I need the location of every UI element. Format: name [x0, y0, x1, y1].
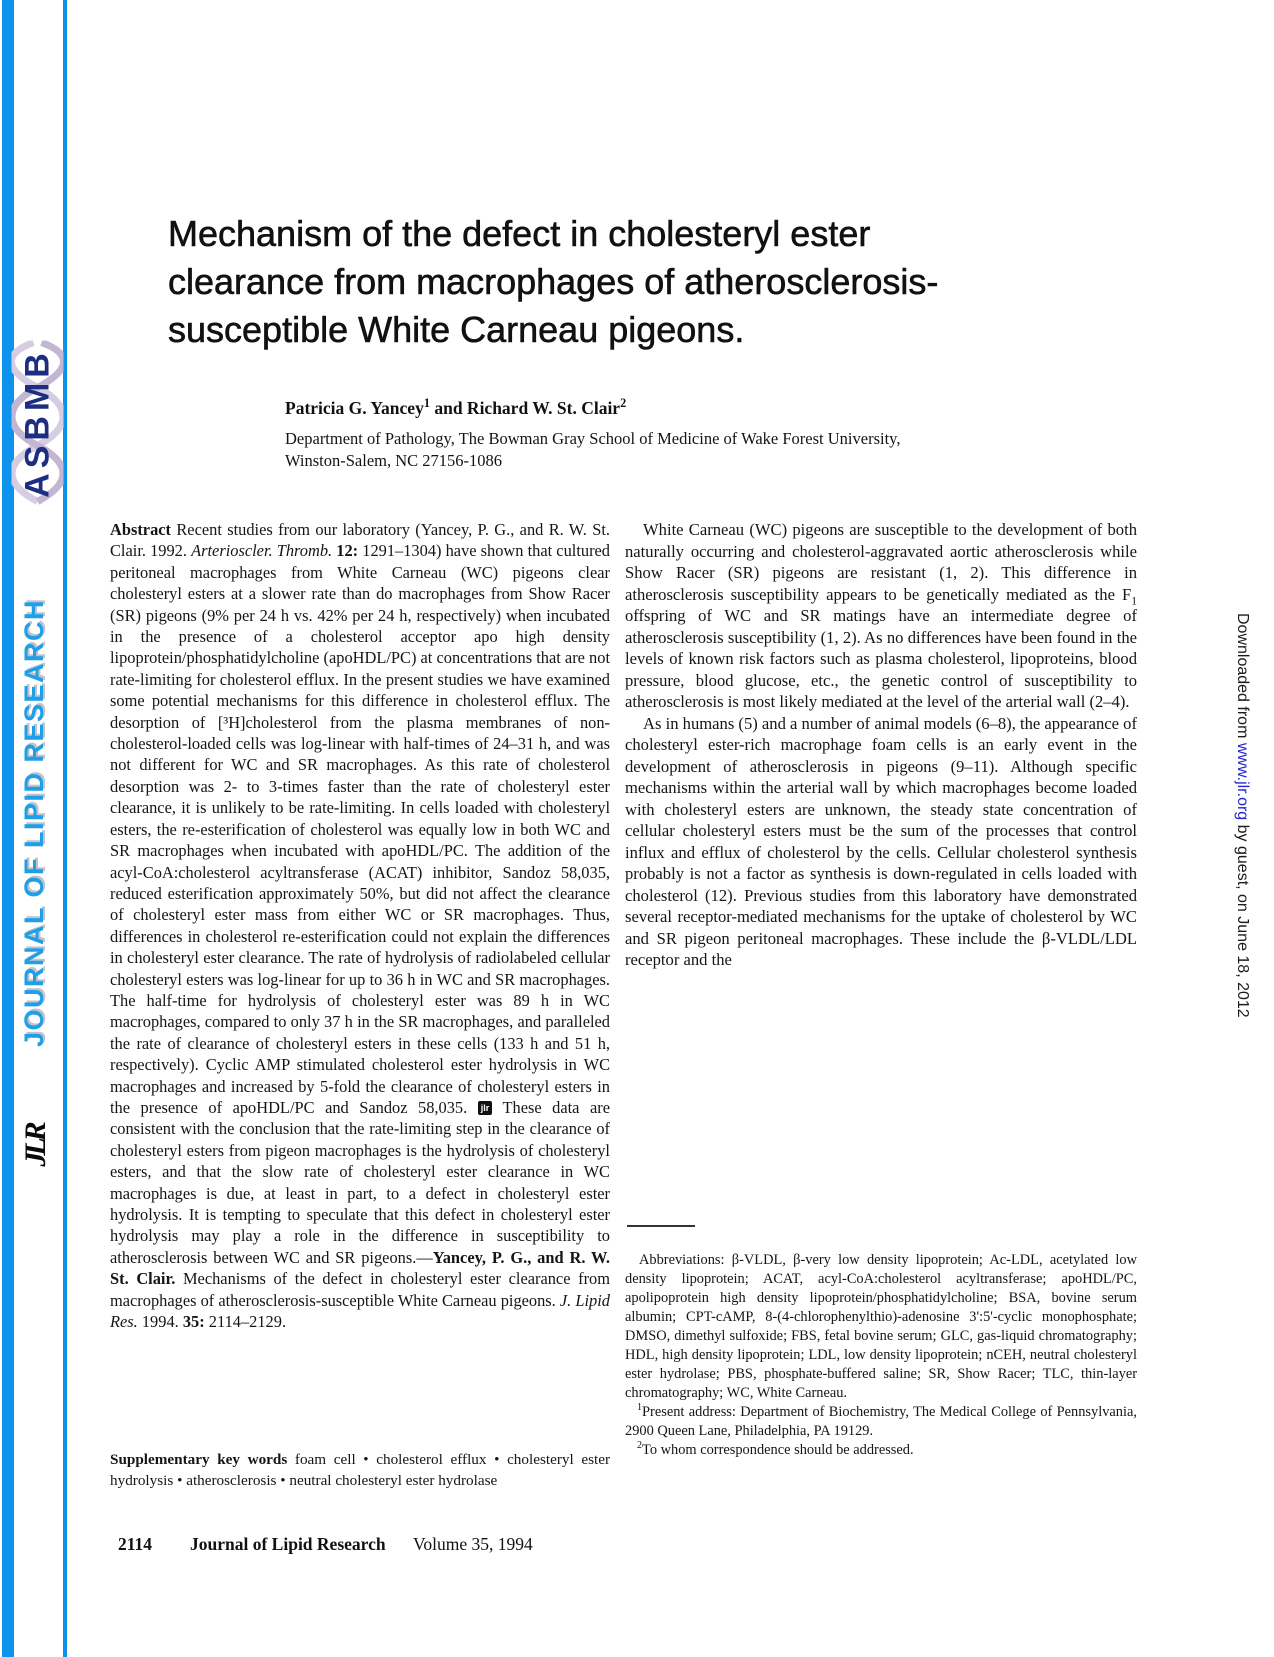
author-1-footnote-mark: 1	[423, 396, 430, 411]
jlr-end-marker-icon: jlr	[478, 1101, 493, 1115]
footnote-rule	[627, 1225, 695, 1227]
watermark-prefix: Downloaded from	[1234, 613, 1251, 743]
affiliation	[285, 428, 900, 472]
journal-title-vertical: JOURNAL OF LIPID RESEARCH	[19, 598, 49, 1047]
footer-volume: Volume 35, 1994	[413, 1534, 533, 1554]
supplementary-keywords	[110, 1450, 610, 1491]
abstract-text-5: 1994.	[137, 1312, 183, 1332]
paper-title-line-2: clearance from macrophages of atherosclerosis-	[168, 261, 939, 302]
footnote-2-text: To whom correspondence should be addressed.	[642, 1442, 914, 1458]
body-column	[625, 519, 1137, 971]
watermark-suffix: by guest, on June 18, 2012	[1234, 820, 1251, 1018]
abstract-text-1: Recent studies from our laboratory (Yancey, P. G., and R. W. St. Clair. 1992.	[110, 520, 610, 561]
footnote-2	[625, 1441, 1137, 1460]
author-2: and Richard W. St. Clair	[429, 398, 621, 418]
abstract-column	[110, 519, 610, 1332]
abstract-text-3: These data are consistent with the conclusion that the rate-limiting step in the clearance of cholesteryl esters from pigeon macrophages is the hydrolysis of cholesteryl esters, and that the slow rate of cholesteryl ester clearance in WC macrophages is due, at least in part, to a defect in cholesteryl ester hydrolysis. It is tempting to speculate that this defect in cholesteryl ester hydrolysis may play a role in the difference in susceptibility to atherosclerosis between WC and SR pigeons.—	[110, 1097, 610, 1267]
footnote-1-text: Present address: Department of Biochemistry, The Medical College of Pennsylvania, 2900 Queen Lane, Philadelphia, PA 19129.	[625, 1404, 1137, 1439]
sidebar-divider-line	[63, 0, 67, 1657]
body-paragraph-2: As in humans (5) and a number of animal models (6–8), the appearance of cholesteryl ester-rich macrophage foam cells is an early event in the development of atherosclerosis in pigeons (9–11). Although specific mechanisms within the arterial wall by which macrophages become loaded with cholesteryl esters are unknown, the steady state concentration of cellular cholesteryl esters must be the sum of the processes that control influx and efflux of cholesterol by the cells. Cellular cholesterol synthesis probably is not a factor as synthesis is down-regulated in cells loaded with cholesterol (12). Previous studies from this laboratory have demonstrated several receptor-mediated mechanisms for the uptake of cholesterol by WC and SR pigeon peritoneal macrophages. These include the β-VLDL/LDL receptor and the	[625, 713, 1137, 969]
abstract-text-2: 1291–1304) have shown that cultured peritoneal macrophages from White Carneau (WC) pigeons clear cholesteryl esters at a slower rate than do macrophages from Show Racer (SR) pigeons (9% per 24 h vs. 42% per 24 h, respectively) when incubated in the presence of a cholesterol acceptor apo high density lipoprotein/phosphatidylcholine (apoHDL/PC) at concentrations that are not rate-limiting for cholesterol efflux. In the present studies we have examined some potential mechanisms for this difference in cholesterol efflux. The desorption of [³H]cholesterol from the plasma membranes of non-cholesterol-loaded cells was log-linear with half-times of 24–31 h, and was not different for WC and SR macrophages. As this rate of cholesterol desorption was 2- to 3-times faster than the rate of cholesteryl ester clearance, it is unlikely to be rate-limiting. In cells loaded with cholesteryl esters, the re-esterification of cholesterol was equally low in both WC and SR macrophages when incubated with apoHDL/PC. The addition of the acyl-CoA:cholesterol acyltransferase (ACAT) inhibitor, Sandoz 58,035, reduced esterification approximately 50%, but did not affect the clearance of cholesteryl ester mass from either WC or SR macrophages. Thus, differences in cholesterol re-esterification could not explain the differences in cholesteryl ester clearance. The rate of hydrolysis of radiolabeled cellular cholesteryl esters was log-linear for up to 36 h in WC and SR macrophages. The half-time for hydrolysis of cholesteryl ester was 89 h in WC macrophages, compared to only 37 h in the SR macrophages, and paralleled the rate of clearance of cholesteryl esters in these cells (133 h and 51 h, respectively). Cyclic AMP stimulated cholesterol ester hydrolysis in WC macrophages and increased by 5-fold the clearance of cholesteryl esters in the presence of apoHDL/PC and Sandoz 58,035.	[110, 541, 610, 1117]
paper-title	[168, 210, 1068, 354]
abstract-self-citation-volume: 35:	[182, 1312, 205, 1332]
abstract-citation-journal: Arterioscler. Thromb.	[191, 541, 333, 561]
footnote-block	[625, 1225, 1137, 1460]
affiliation-line-2: Winston-Salem, NC 27156-1086	[285, 451, 503, 470]
watermark-url-link[interactable]: www.jlr.org	[1234, 742, 1251, 821]
keywords-label: Supplementary key words	[110, 1451, 288, 1468]
footnote-1	[625, 1403, 1137, 1441]
abstract-self-citation-journal: J. Lipid Res.	[110, 1290, 610, 1332]
paper-title-line-3: susceptible White Carneau pigeons.	[168, 309, 745, 350]
download-watermark	[1229, 613, 1251, 1073]
sidebar-accent-bar	[2, 0, 14, 1657]
paper-title-line-1: Mechanism of the defect in cholesteryl ester	[168, 213, 871, 254]
body-paragraph-1	[625, 519, 1137, 713]
abbreviations-paragraph: Abbreviations: β-VLDL, β-very low density lipoprotein; Ac-LDL, acetylated low density lipoprotein; ACAT, acyl-CoA:cholesterol acyltransferase; apoHDL/PC, apolipoprotein high density lipoprotein/phosphatidylcholine; BSA, bovine serum albumin; CPT-cAMP, 8-(4-chlorophenylthio)-adenosine 3':5'-cyclic monophosphate; DMSO, dimethyl sulfoxide; FBS, fetal bovine serum; GLC, gas-liquid chromatography; HDL, high density lipoprotein; LDL, low density lipoprotein; nCEH, neutral cholesteryl ester hydrolase; PBS, phosphate-buffered saline; SR, Show Racer; TLC, thin-layer chromatography; WC, White Carneau.	[625, 1252, 1137, 1401]
author-list	[285, 398, 626, 419]
page-number: 2114	[118, 1534, 153, 1554]
body-p1-text-b: offspring of WC and SR matings have an intermediate degree of atherosclerosis susceptibility (1, 2). As no differences have been found in the levels of known risk factors such as plasma cholesterol, lipoproteins, blood pressure, blood glucose, etc., the genetic control of susceptibility to atherosclerosis is most likely mediated at the level of the arterial wall (2–4).	[625, 606, 1137, 711]
abstract-text-6: 2114–2129.	[204, 1312, 287, 1332]
footnote-2-mark: 2	[637, 1440, 643, 1452]
keywords-list: foam cell • cholesterol efflux • cholesteryl ester hydrolysis • atherosclerosis • neutral cholesteryl ester hydrolase	[110, 1451, 610, 1489]
footer-journal-name: Journal of Lipid Research	[190, 1534, 386, 1554]
asbmb-logo-text: ASBMB	[18, 348, 56, 498]
footnote-1-mark: 1	[637, 1402, 643, 1414]
abstract-self-citation-authors: Yancey, P. G., and R. W. St. Clair.	[110, 1247, 610, 1289]
abstract-label: Abstract	[110, 520, 171, 539]
body-p1-subscript: 1	[1131, 593, 1137, 607]
affiliation-line-1: Department of Pathology, The Bowman Gray School of Medicine of Wake Forest University,	[285, 429, 901, 448]
author-1: Patricia G. Yancey	[285, 398, 424, 418]
author-2-footnote-mark: 2	[620, 396, 627, 411]
jlr-logo-icon: JLR	[19, 1125, 52, 1167]
asbmb-logo	[12, 341, 64, 506]
body-p1-text-a: White Carneau (WC) pigeons are susceptible to the development of both naturally occurring and cholesterol-aggravated aortic atherosclerosis while Show Racer (SR) pigeons are resistant (1, 2). This difference in atherosclerosis susceptibility appears to be genetically mediated as the F	[625, 520, 1137, 604]
abstract-citation-volume: 12:	[332, 541, 359, 561]
abstract-text-4: Mechanisms of the defect in cholesteryl ester clearance from macrophages of atherosclerosis-susceptible White Carneau pigeons.	[110, 1269, 610, 1310]
